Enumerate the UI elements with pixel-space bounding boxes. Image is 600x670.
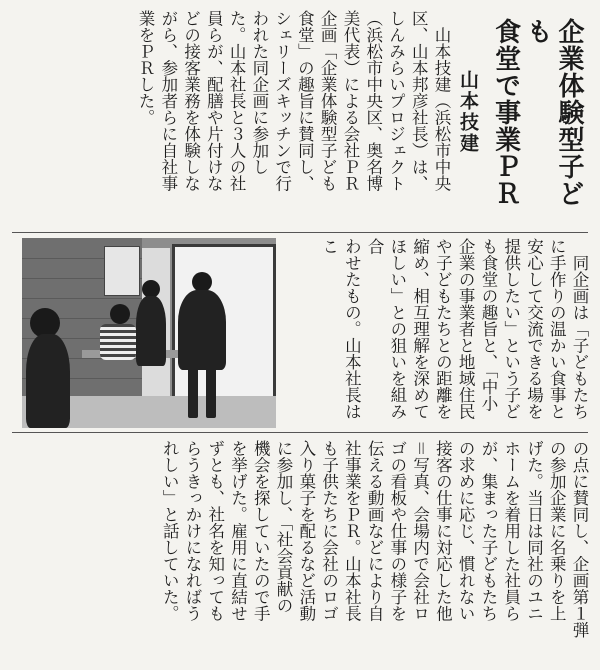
byline: 山本技建 — [457, 70, 479, 154]
event-photo — [22, 238, 276, 428]
brick-line — [22, 298, 142, 299]
staff-figure — [136, 296, 166, 366]
child-head — [110, 304, 130, 324]
staff-leg — [188, 368, 198, 418]
body-column-top: 山本技建（浜松市中央 区、山本邦彦社長）は、 しんみらいプロジェクト （浜松市中央区、奥名博 美代表）による会社ＰＲ 企画「企業体験型子ども 食堂」の趣旨に賛同し、 シェリーズキッチンで行 われた同企画に参加し た。山本社長と３人の社 員らが、配膳や片付けな どの接客業務を体験しな がら、参加者らに自社事 業をＰＲした。 — [136, 10, 451, 192]
staff-head — [192, 272, 212, 292]
column-divider-bottom — [12, 432, 588, 433]
child-figure — [26, 334, 70, 428]
headline: 企業体験型子ども 食堂で事業ＰＲ — [490, 18, 584, 207]
wall-poster — [104, 246, 140, 296]
striped-shirt-child — [100, 324, 136, 360]
body-column-middle: 同企画は「子どもたち に手作りの温かい食事と 安心して交流できる場を 提供したい」という子ど も食堂の趣旨と、「中小 企業の事業者と地域住民 や子どもたちとの距離を 縮め、相互理解を深めて ほしい」との狙いを組み合 わせたもの。山本社長はこ — [319, 238, 589, 420]
staff-figure — [178, 290, 226, 370]
column-divider-top — [12, 232, 588, 233]
body-column-bottom: の点に賛同し、企画第１弾 の参加企業に名乗りを上 げた。当日は同社のユニ ホームを着用した社員ら が、集まった子どもたち の求めに応じ、慣れない 接客の仕事に対応した他 ＝写真、会場内で会社ロ ゴの看板や仕事の様子を 伝える動画などにより自 社事業をＰＲ。山本社長 も子供たちに会社のロゴ 入り菓子を配るなど活動 に参加し、「社会貢献の 機会を探していたので手 を挙げた。雇用に直結せ ずとも、社名を知っても らうきっかけになればう れしい」と話していた。 — [160, 440, 589, 638]
staff-leg — [206, 368, 216, 418]
